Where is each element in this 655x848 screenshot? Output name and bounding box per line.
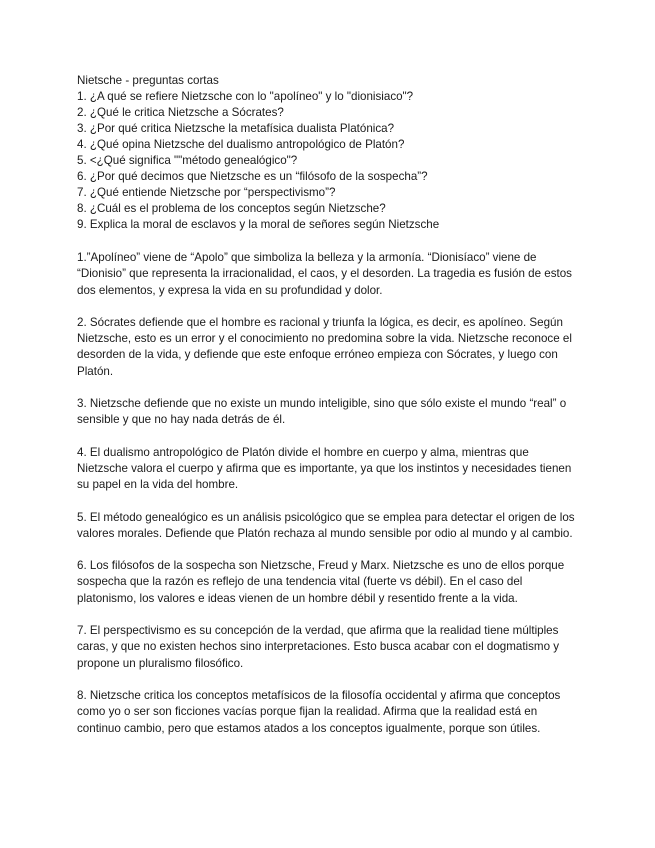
question-list [77,89,577,233]
answer-paragraph: 3. Nietzsche defiende que no existe un mundo inteligible, sino que sólo existe el mundo “real” o sensible y que no hay nada detrás de él. [77,397,567,427]
answer-paragraph: 4. El dualismo antropológico de Platón divide el hombre en cuerpo y alma, mientras que Nietzsche valora el cuerpo y afirma que es importante, ya que los instintos y necesidades tienen su papel en la vida del hombre. [77,445,572,492]
document-page [77,73,577,753]
question-item: 7. ¿Qué entiende Nietzsche por “perspectivismo”? [77,186,336,199]
answer-paragraph: 1.”Apolíneo” viene de “Apolo” que simboliza la belleza y la armonía. “Dionisíaco” viene de “Dionisio” que representa la irracionalidad, el caos, y el desorden. La tragedia es fusión de estos dos elementos, y expresa la vida en su profundidad y dolor. [77,251,572,297]
question-item: 2. ¿Qué le critica Nietzsche a Sócrates? [77,106,284,119]
question-item: 4. ¿Qué opina Nietzsche del dualismo antropológico de Platón? [77,138,405,151]
answer-paragraph: 8. Nietzsche critica los conceptos metafísicos de la filosofía occidental y afirma que conceptos como yo o ser son ficciones vacías porque fijan la realidad. Afirma que la realidad está en continuo cambio, pero que estamos atados a los conceptos igualmente, porque son útiles. [77,688,561,735]
answer-paragraph: 2. Sócrates defiende que el hombre es racional y triunfa la lógica, es decir, es apolíneo. Según Nietzsche, esto es un error y el conocimiento no predomina sobre la vida. Nietzsche reconoce el desorden de la vida, y defiende que este enfoque erróneo empieza con Sócrates, y luego con Platón. [77,315,572,378]
answer-paragraph: 5. El método genealógico es un análisis psicológico que se emplea para detectar el origen de los valores morales. Defiende que Platón rechaza al mundo sensible por odio al mundo y al cambio. [77,510,575,540]
question-item: 3. ¿Por qué critica Nietzsche la metafísica dualista Platónica? [77,122,395,135]
answer-paragraph: 6. Los filósofos de la sospecha son Nietzsche, Freud y Marx. Nietzsche es uno de ellos porque sospecha que la razón es reflejo de una tendencia vital (fuerte vs débil). En el caso del platonismo, los valores e ideas vienen de un hombre débil y resentido frente a la vida. [77,559,565,605]
question-item: 9. Explica la moral de esclavos y la moral de señores según Nietzsche [77,218,440,231]
document-title: Nietsche - preguntas cortas [77,74,219,87]
answer-paragraph: 7. El perspectivismo es su concepción de la verdad, que afirma que la realidad tiene múltiples caras, y que no existen hechos sino interpretaciones. Esto busca acabar con el dogmatismo y propone un pluralismo filosófico. [77,624,560,670]
answers-section [77,250,577,737]
question-item: 5. <¿Qué significa ""método genealógico"? [77,154,298,167]
question-item: 1. ¿A qué se refiere Nietzsche con lo "apolíneo" y lo "dionisiaco"? [77,90,414,103]
question-item: 6. ¿Por qué decimos que Nietzsche es un “filósofo de la sospecha”? [77,170,428,183]
question-item: 8. ¿Cuál es el problema de los conceptos según Nietzsche? [77,202,386,215]
